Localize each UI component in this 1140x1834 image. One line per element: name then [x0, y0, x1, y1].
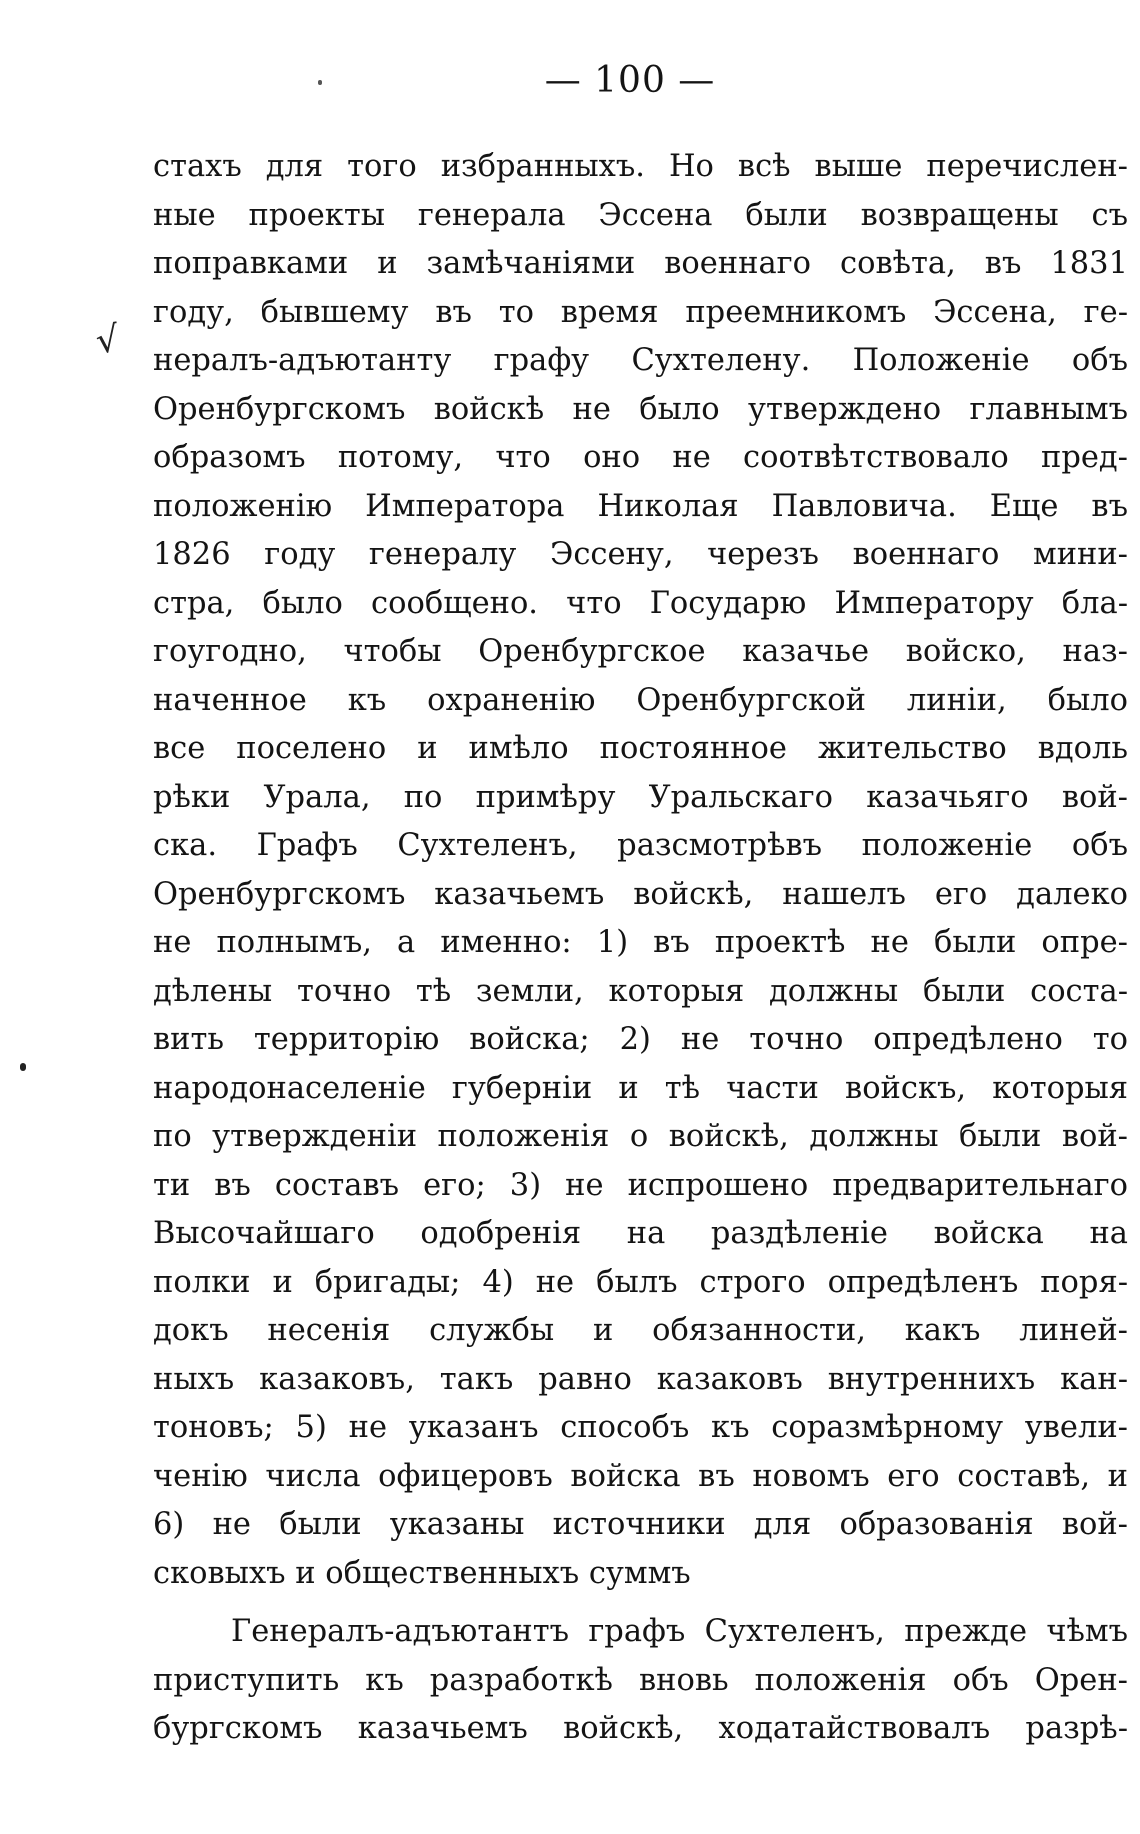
text-line: народонаселеніе губерніи и тѣ части войскъ, которыя	[153, 1070, 1128, 1106]
text-line: приступить къ разработкѣ вновь положенія объ Орен-	[153, 1662, 1128, 1698]
text-line: все поселено и имѣло постоянное жительство вдоль	[153, 731, 1128, 766]
text-line: Оренбургскомъ казачьемъ войскѣ, нашелъ его далеко	[153, 876, 1128, 912]
text-line: ска. Графъ Сухтеленъ, разсмотрѣвъ положеніе объ	[153, 828, 1128, 863]
text-line: ти въ составъ его; 3) не испрошено предварительнаго	[153, 1167, 1128, 1203]
text-line: по утвержденіи положенія о войскѣ, должны были вой-	[153, 1119, 1128, 1154]
text-line: стахъ для того избранныхъ. Но всѣ выше перечислен-	[153, 149, 1128, 184]
text-line: полки и бригады; 4) не былъ строго опредѣленъ поря-	[153, 1264, 1128, 1300]
page-number: — 100 —	[544, 60, 716, 101]
paragraph-1	[153, 143, 1128, 1598]
text-line: 1826 году генералу Эссену, черезъ военнаго мини-	[153, 537, 1128, 572]
text-line: поправками и замѣчаніями военнаго совѣта, въ 1831	[153, 246, 1128, 281]
text-line: гоугодно, чтобы Оренбургское казачье войско, наз-	[153, 634, 1128, 669]
text-line: ченію числа офицеровъ войска въ новомъ его составѣ, и	[153, 1458, 1128, 1494]
text-line: положенію Императора Николая Павловича. Еще въ	[153, 488, 1128, 524]
text-line: докъ несенія службы и обязанности, какъ линей-	[153, 1313, 1128, 1348]
text-line: рѣки Урала, по примѣру Уральскаго казачьяго вой-	[153, 779, 1128, 815]
text-line: не полнымъ, а именно: 1) въ проектѣ не были опре-	[153, 925, 1128, 960]
text-line: наченное къ охраненію Оренбургской линіи, было	[153, 682, 1128, 718]
text-line: Генералъ-адъютантъ графъ Сухтеленъ, прежде чѣмъ	[231, 1614, 1128, 1649]
text-line: сковыхъ и общественныхъ суммъ	[153, 1555, 691, 1591]
text-line: образомъ потому, что оно не соотвѣтствовало пред-	[153, 440, 1128, 475]
text-line: Высочайшаго одобренія на раздѣленіе войска на	[153, 1216, 1128, 1251]
text-line: 6) не были указаны источники для образованія вой-	[153, 1507, 1128, 1542]
paragraph-2	[153, 1608, 1128, 1754]
text-line: году, бывшему въ то время преемникомъ Эссена, ге-	[153, 294, 1128, 330]
text-line: дѣлены точно тѣ земли, которыя должны были соста-	[153, 973, 1128, 1009]
text-line: бургскомъ казачьемъ войскѣ, ходатайствовалъ разрѣ-	[153, 1711, 1128, 1746]
text-line: стра, было сообщено. что Государю Императору бла-	[153, 585, 1128, 621]
margin-check-mark: √	[93, 318, 122, 363]
text-line: Оренбургскомъ войскѣ не было утверждено главнымъ	[153, 391, 1128, 427]
text-line: ныхъ казаковъ, такъ равно казаковъ внутреннихъ кан-	[153, 1361, 1128, 1397]
text-line: вить территорію войска; 2) не точно опредѣлено то	[153, 1022, 1128, 1057]
margin-dot	[20, 1063, 26, 1071]
text-line: ные проекты генерала Эссена были возвращены съ	[153, 197, 1128, 233]
text-line: нералъ-адъютанту графу Сухтелену. Положеніе объ	[153, 343, 1128, 378]
text-line: тоновъ; 5) не указанъ способъ къ соразмѣрному увели-	[153, 1410, 1128, 1445]
